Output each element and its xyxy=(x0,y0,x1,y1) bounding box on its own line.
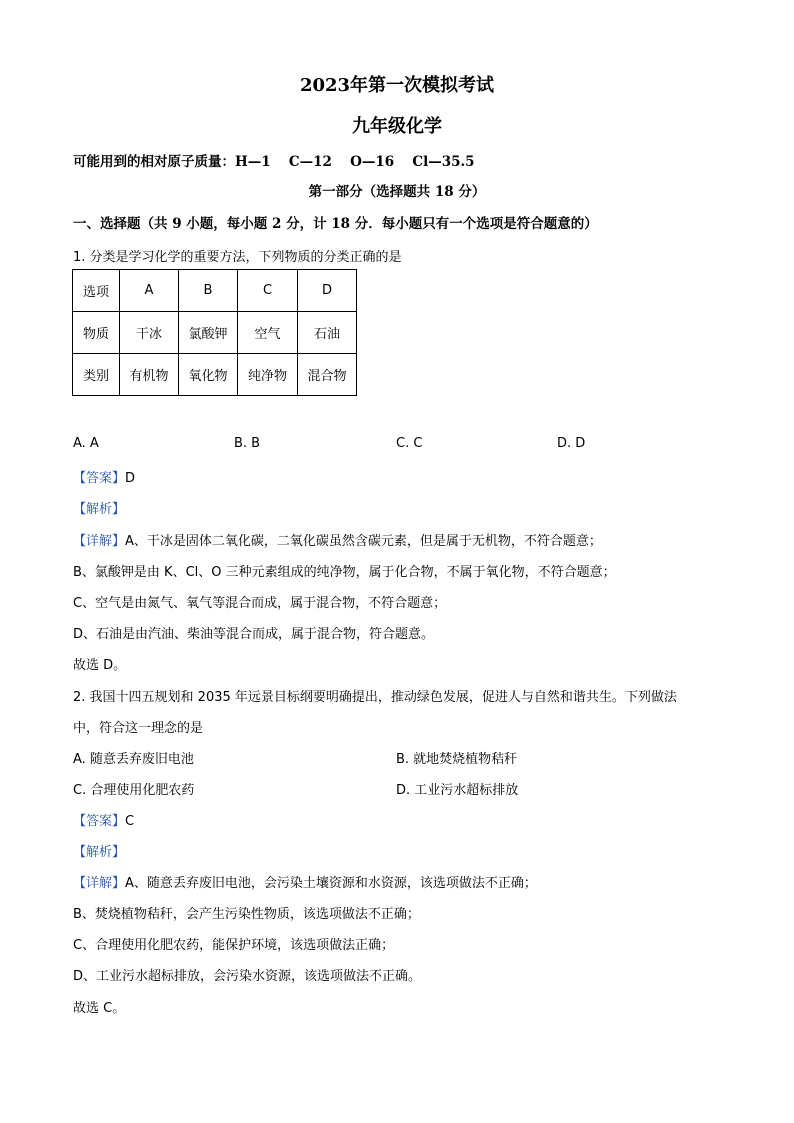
answer-tag: 【答案】 xyxy=(73,814,126,829)
q2-option-c: C. 合理使用化肥农药 xyxy=(73,783,195,798)
table-row xyxy=(73,312,357,354)
q2-stem-line1: 2. 我国十四五规划和 2035 年远景目标纲要明确提出，推动绿色发展，促进人与自然和谐共生。下列做法 xyxy=(73,690,677,705)
table-row xyxy=(73,270,357,312)
table-cell: 纯净物 xyxy=(238,354,298,396)
q2-detail-line xyxy=(73,872,537,891)
table-cell: 选项 xyxy=(73,270,120,312)
exam-title: 2023年第一次模拟考试 xyxy=(299,75,495,96)
q2-option-b: B. 就地焚烧植物秸秆 xyxy=(396,752,518,767)
detail-text: A、干冰是固体二氧化碳，二氧化碳虽然含碳元素，但是属于无机物，不符合题意； xyxy=(125,534,602,549)
q1-analysis-tag: 【解析】 xyxy=(73,502,126,517)
table-cell: C xyxy=(238,270,298,312)
q1-option-b: B. B xyxy=(234,436,261,451)
table-cell: 混合物 xyxy=(298,354,357,396)
q2-option-a: A. 随意丢弃废旧电池 xyxy=(73,752,194,767)
answer-tag: 【答案】 xyxy=(73,471,126,486)
q1-answer xyxy=(73,467,135,486)
table-cell: 空气 xyxy=(238,312,298,354)
answer-value: D xyxy=(125,471,136,486)
detail-tag: 【详解】 xyxy=(73,534,126,549)
q2-stem-line2: 中，符合这一理念的是 xyxy=(73,721,204,736)
exam-subtitle: 九年级化学 xyxy=(352,116,442,137)
q1-option-d: D. D xyxy=(557,436,586,451)
q1-detail-line xyxy=(73,530,602,549)
q1-detail-line: C、空气是由氮气、氧气等混合而成，属于混合物，不符合题意； xyxy=(73,596,447,611)
table-cell: 氧化物 xyxy=(179,354,238,396)
q1-stem: 1. 分类是学习化学的重要方法，下列物质的分类正确的是 xyxy=(73,250,402,265)
q1-detail-line: B、氯酸钾是由 K、Cl、O 三种元素组成的纯净物，属于化合物，不属于氧化物，不符合题意； xyxy=(73,565,616,580)
q2-analysis-tag: 【解析】 xyxy=(73,845,126,860)
q2-detail-line: D、工业污水超标排放，会污染水资源，该选项做法不正确。 xyxy=(73,969,422,984)
atomic-mass-line: 可能用到的相对原子质量：H—1 C—12 O—16 Cl—35.5 xyxy=(73,154,475,170)
detail-text: A、随意丢弃废旧电池，会污染土壤资源和水资源，该选项做法不正确； xyxy=(125,876,537,891)
q1-detail-line: D、石油是由汽油、柴油等混合而成，属于混合物，符合题意。 xyxy=(73,627,435,642)
detail-tag: 【详解】 xyxy=(73,876,126,891)
q2-detail-line: B、焚烧植物秸秆，会产生污染性物质，该选项做法不正确； xyxy=(73,907,420,922)
table-cell: 氯酸钾 xyxy=(179,312,238,354)
q2-conclusion: 故选 C。 xyxy=(73,1001,126,1016)
table-cell: D xyxy=(298,270,357,312)
part-title: 第一部分（选择题共 18 分） xyxy=(308,184,486,200)
table-row xyxy=(73,354,357,396)
q1-options-table xyxy=(72,269,357,396)
table-cell: A xyxy=(120,270,179,312)
table-cell: 有机物 xyxy=(120,354,179,396)
answer-value: C xyxy=(125,814,135,829)
q2-option-d: D. 工业污水超标排放 xyxy=(396,783,519,798)
table-cell: B xyxy=(179,270,238,312)
table-cell: 石油 xyxy=(298,312,357,354)
table-cell: 干冰 xyxy=(120,312,179,354)
section-title: 一、选择题（共 9 小题，每小题 2 分，计 18 分．每小题只有一个选项是符合题意的） xyxy=(73,216,598,232)
table-cell: 物质 xyxy=(73,312,120,354)
q1-option-c: C. C xyxy=(396,436,423,451)
table-cell: 类别 xyxy=(73,354,120,396)
q1-option-a: A. A xyxy=(73,436,99,451)
q2-detail-line: C、合理使用化肥农药，能保护环境，该选项做法正确； xyxy=(73,938,395,953)
q1-conclusion: 故选 D。 xyxy=(73,658,127,673)
q2-answer xyxy=(73,810,134,829)
